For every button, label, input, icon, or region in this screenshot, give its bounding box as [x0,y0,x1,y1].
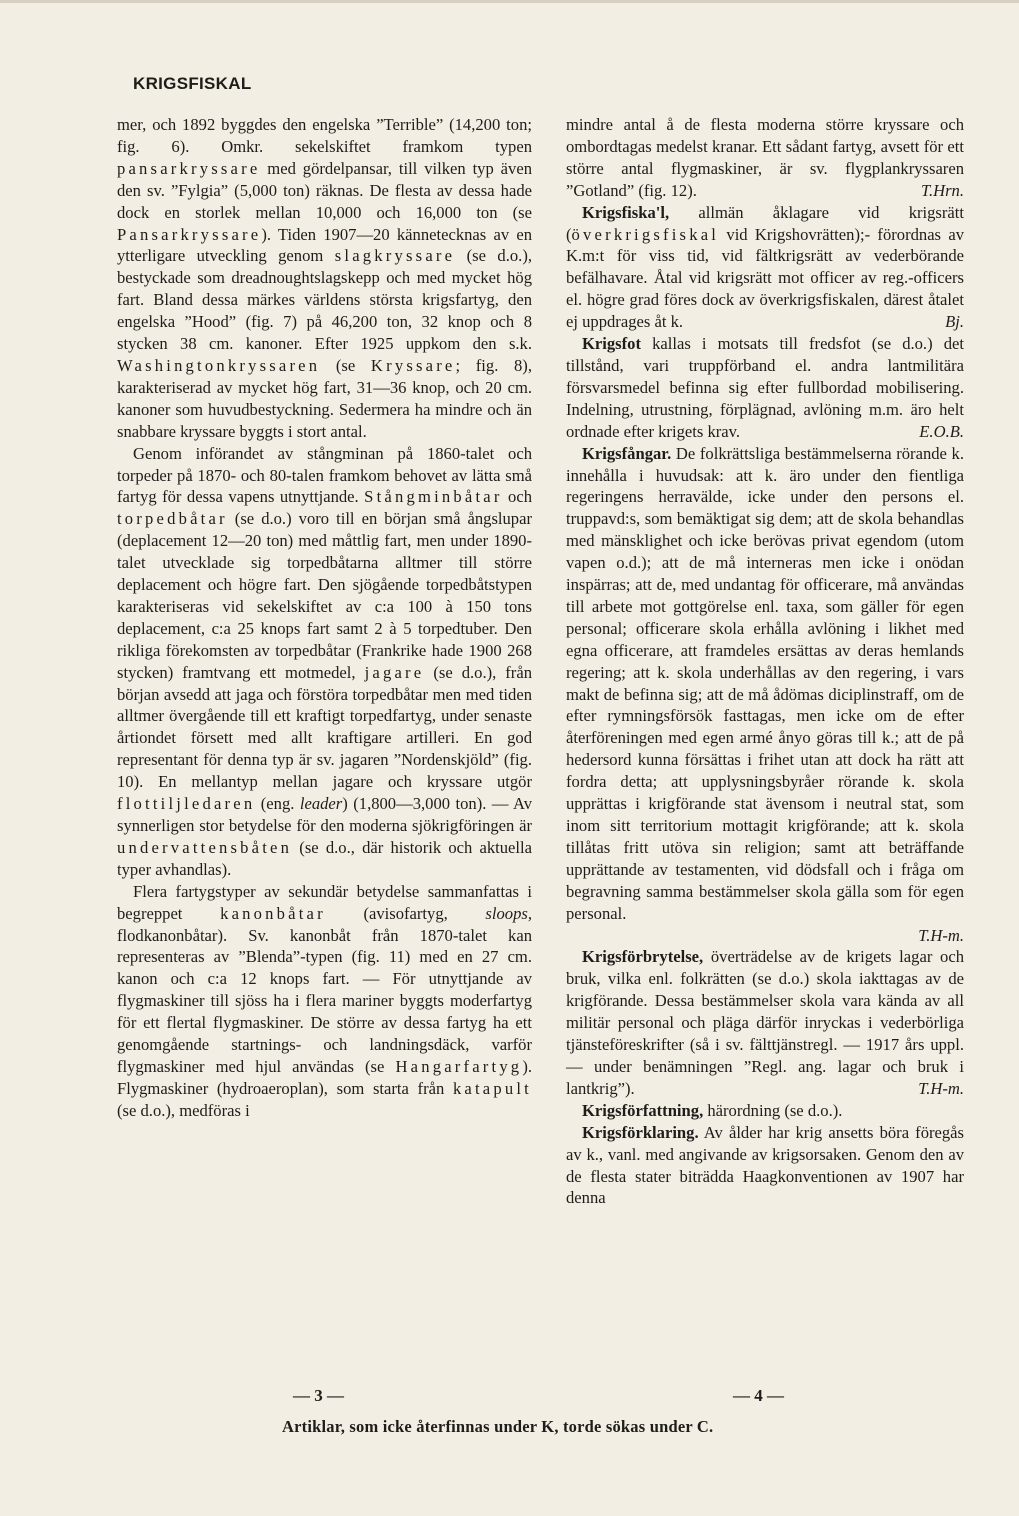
top-edge [0,0,1019,3]
headword: Krigsfiska'l, [582,202,670,222]
headword: Krigsfot [582,334,641,354]
headword: Krigsförklaring. [582,1122,699,1142]
paragraph: Genom införandet av stångminan på 1860-talet och torpeder på 1870- och 80-talen framkom behovet av lätta små fartyg för dessa vapens utnyttjande. Stångminbåtar och torpedbåtar (se d.o.) voro till en början små ångslupar (deplacement 12—20 ton) med måttlig fart, men under 1890-talet utvecklade sig torpedbåtarna alltmer till större deplacement och högre fart. Den sjögående torpedbåtstypen karakteriseras vid sekelskiftet av c:a 100 à 150 tons deplacement, c:a 25 knops fart samt 2 à 5 torpedtuber. Den rikliga förekomsten av torpedbåtar (Frankrike hade 1900 268 stycken) framtvang ett motmedel, jagare (se d.o.), från början avsedd att jaga och förstöra torpedbåtar men med tiden alltmer övergående till ett kraftigt torpedfartyg, under senaste årtiondet försett med allt kraftigare artilleri. En god representant för denna typ är sv. jagaren ”Nordenskjöld” (fig. 10). En mellantyp mellan jagare och kryssare utgör flottiljledaren (eng. leader) (1,800—3,000 ton). — Av synnerligen stor betydelse för den moderna sjökrigföringen är undervattensbåten (se d.o., där historik och aktuella typer avhandlas). [117,443,532,879]
page-number-right: — 4 — [733,1386,784,1405]
headword: Krigsförbrytelse, [582,947,704,967]
headword: Krigsfångar. [582,443,672,463]
headword: Krigsförfattning, [582,1100,704,1120]
entry-krigsforklaring: Krigsförklaring. Av ålder har krig ansetts böra föregås av k., vanl. med angivande av krigsorsaken. Genom den av de flesta stater biträdda Haagkonventionen av 1907 har denna [566,1122,964,1208]
signature: Bj. [945,312,964,332]
signature: E.O.B. [919,421,964,441]
page-header: KRIGSFISKAL [133,74,252,93]
entry-krigsforfattning: Krigsförfattning, härordning (se d.o.). [582,1100,843,1120]
left-column [117,114,532,1122]
page-number-left: — 3 — [293,1386,344,1405]
paragraph: Flera fartygstyper av sekundär betydelse sammanfattas i begreppet kanonbåtar (avisofartyg, sloops, flodkanonbåtar). Sv. kanonbåt från 1870-talet kan representeras av ”Blenda”-typen (fig. 11) med en 27 cm. kanon och c:a 12 knops fart. — För utnyttjande av flygmaskiner till sjöss ha i flera mariner byggts moderfartyg för ett flertal flygmaskiner. De större av dessa fartyg ha ett genomgående startnings- och landningsdäck, varför flygmaskiner med hjul användas (se Hangarfartyg). Flygmaskiner (hydroaeroplan), som starta från katapult (se d.o.), medföras i [117,881,532,1120]
signature: T.H-m. [918,925,964,945]
entry-krigsforbrytelse: Krigsförbrytelse, överträdelse av de krigets lagar och bruk, vilka enl. folkrätten (se d.o.) skola iakttagas av de krigförande. Dessa bestämmelser skola vara kända av all militär personal och pläga därför inryckas i vederbörliga tjänsteföreskrifter (så i sv. fälttjänstregl. — 1917 års uppl. — under benämningen ”Regl. ang. lagar och bruk i lantkrig”). T.H-m. [566,947,964,1098]
paragraph: mer, och 1892 byggdes den engelska ”Terrible” (14,200 ton; fig. 6). Omkr. sekelskiftet framkom typen pansarkryssare med gördelpansar, till vilken typ även den sv. ”Fylgia” (5,000 ton) räknas. De flesta av dessa hade dock en storlek mellan 10,000 och 16,000 ton (se Pansarkryssare). Tiden 1907—20 kännetecknas av en ytterligare utveckling genom slagkryssare (se d.o.), bestyckade som dreadnoughtslagskepp och med mycket hög fart. Bland dessa märkes världens största krigsfartyg, den engelska ”Hood” (fig. 7) på 46,200 ton, 32 knop och 8 stycken 38 cm. kanoner. Efter 1925 uppkom den s.k. Washingtonkryssaren (se Kryssare; fig. 8), karakteriserad av mycket hög fart, 31—36 knop, och 20 cm. kanoner som huvudbestyckning. Sedermera ha mindre och än snabbare kryssare byggts i stort antal. [117,115,532,441]
right-column [566,114,964,1209]
paragraph: mindre antal å de flesta moderna större kryssare och ombordtagas medelst kranar. Ett sådant fartyg, avsett för ett större antal flygmaskiner, är sv. flygplankryssaren ”Gotland” (fig. 12). T.Hrn. [566,115,964,200]
entry-krigsfangar: Krigsfångar. De folkrättsliga bestämmelserna rörande k. innehålla i huvudsak: att k. äro under den fientliga regeringens herravälde, icke under den persons el. truppavd:s, som bemäktigat sig dem; att de skola behandlas med mänsklighet och icke berövas privat egendom (utom vapen o.d.); att de må interneras men icke i onödan inspärras; att de, med undantag för officerare, må användas till arbete mot gottgörelse enl. taxa, som gäller för egen personal; officerare skola erhålla avlöning i likhet med egna officerare, att framdeles ersättas av deras hemlands regering; att k. skola underhållas av den regering, i vars makt de befinna sig; att de må ådömas diciplinstraff, om de efter rymningsförsök fasttagas, men icke om de efter återföreningen med egen armé ånyo göras till k.; att de på hedersord kunna försättas i frihet utan att dock ha rätt att fordra detta; att upplysningsbyråer rörande k. skola upprättas i krigförande stat ävensom i neutral stat, som inom sitt territorium mottagit krigförande; att k. skola tillåtas fritt utöva sin religion; samt att beträffande upprättande av testamenten, vid dödsfall och i fråga om begravning samma bestämmelser skola gälla som för egen personal. T.H-m. [566,443,964,945]
footer-note: Artiklar, som icke återfinnas under K, torde sökas under C. [282,1417,714,1436]
entry-krigsfiskal: Krigsfiska'l, allmän åklagare vid krigsrätt (överkrigsfiskal vid Krigshovrätten);- förordnas av K.m:t för viss tid, vid fältkrigsrätt av vederbörande befälhavare. Åtal vid krigsrätt mot officer av reg.-officers el. högre grad föres dock av överkrigsfiskalen, därest åtalet ej uppdrages åt k. Bj. [566,202,964,332]
signature: T.H-m. [918,1078,964,1098]
signature: T.Hrn. [920,180,964,200]
entry-krigsfot: Krigsfot kallas i motsats till fredsfot (se d.o.) det tillstånd, vari truppförband el. andra lantmilitära försvarsmedel befinna sig efter fullbordad mobilisering. Indelning, utrustning, förplägnad, avlöning m.m. äro helt ordnade efter krigets krav. E.O.B. [566,334,964,441]
